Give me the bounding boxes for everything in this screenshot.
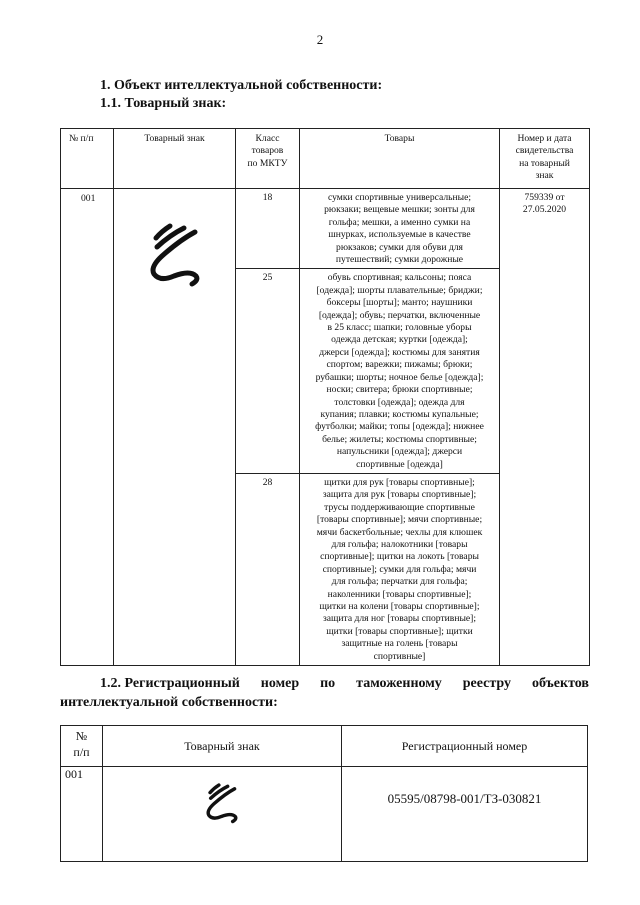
registration-table [60, 725, 588, 862]
goods-line: защита для рук [товары спортивные]; [322, 489, 477, 501]
goods-line: гольфа; мешки, а именно сумки на [328, 216, 471, 228]
goods-line: спортивные] [373, 650, 426, 662]
goods-line: рюкзаков; сумки для обуви для [336, 241, 463, 253]
registration-table-header [61, 726, 588, 767]
goods-class-25 [300, 269, 500, 474]
goods-line: путешествий; сумки дорожные [335, 254, 464, 266]
goods-line: защита для ног [товары спортивные]; [322, 613, 477, 625]
goods-line: обувь спортивная; кальсоны; пояса [327, 272, 472, 284]
goods-line: сумки спортивные универсальные; [328, 192, 471, 203]
goods-line: трусы поддерживающие спортивные [324, 501, 475, 513]
header-mark: Товарный знак [114, 129, 236, 189]
header-num: № п/п [61, 129, 114, 189]
header-goods: Товары [300, 129, 500, 189]
trademark-logo-cell [114, 189, 236, 666]
page-number: 2 [316, 32, 324, 47]
section-1-2-title [60, 674, 589, 712]
header-class [236, 129, 300, 189]
row-num: 001 [61, 767, 103, 862]
goods-line: одежда детская; куртки [одежда]; [331, 334, 468, 346]
goods-line: спортом; варежки; пижамы; брюки; [326, 359, 473, 371]
registration-number: 05595/08798-001/ТЗ-030821 [342, 767, 588, 862]
header-num [61, 726, 103, 767]
class-18: 18 [236, 189, 300, 269]
header-class-line: товаров [251, 145, 284, 157]
goods-class-18 [300, 189, 500, 269]
trademark-table [60, 128, 590, 666]
goods-line: белье; жилеты; костюмы спортивные; [322, 433, 477, 445]
goods-class-28 [300, 473, 500, 665]
goods-line: [товары спортивные]; мячи спортивные; [316, 514, 483, 526]
goods-line: [одежда]; шорты плавательные; бриджи; [316, 284, 483, 296]
goods-line: [одежда]; обувь; перчатки, включенные [318, 309, 481, 321]
goods-line: напульсники [одежда]; джерси [336, 446, 463, 458]
goods-line: для гольфа; налокотники [товары [331, 538, 468, 550]
goods-line: рубашки; шорты; ночное белье [одежда]; [315, 371, 484, 383]
table-row [61, 767, 588, 862]
goods-line: шнурках, используемые в качестве [328, 229, 471, 241]
certificate-line: 27.05.2020 [522, 204, 567, 216]
header-reg: Регистрационный номер [342, 726, 588, 767]
trademark-logo-cell [103, 767, 342, 862]
goods-line: защитные на голень [товары [341, 638, 458, 650]
goods-line: спортивные]; щитки на локоть [товары [320, 551, 479, 563]
header-class-line: Класс [255, 133, 280, 144]
table-row [61, 189, 590, 269]
title-word: объектов [531, 676, 589, 691]
goods-line: джерси [одежда]; костюмы для занятия [319, 346, 480, 358]
goods-line: спортивные [одежда] [356, 458, 443, 470]
header-num-line: п/п [73, 745, 90, 759]
header-reg-line: Номер и дата [517, 133, 572, 144]
goods-line: носки; свитера; брюки спортивные; [326, 384, 473, 396]
row-num: 001 [61, 189, 114, 666]
title-word: 1.2. Регистрационный [100, 676, 240, 691]
goods-line: наколенники [товары спортивные]; [327, 588, 472, 600]
goods-line: боксеры [шорты]; манто; наушники [326, 297, 473, 309]
header-reg-line: знак [535, 170, 554, 182]
header-mark: Товарный знак [103, 726, 342, 767]
section-1-2-title-line1 [60, 674, 589, 693]
header-reg [500, 129, 590, 189]
section-1-1-title: 1.1. Товарный знак: [100, 96, 227, 111]
goods-line: рюкзаки; вещевые мешки; зонты для [324, 204, 475, 216]
goods-line: толстовки [одежда]; одежда для [334, 396, 465, 408]
header-num-line: № [75, 729, 88, 743]
goods-line: щитки [товары спортивные]; щитки [326, 625, 473, 637]
goods-line: щитки для рук [товары спортивные]; [324, 476, 475, 488]
title-word: номер [260, 676, 300, 691]
goods-line: спортивные]; сумки для гольфа; мячи [322, 563, 477, 575]
header-class-line: по МКТУ [247, 157, 288, 169]
certificate-number [500, 189, 590, 666]
section-1-2-title-line2: интеллектуальной собственности: [60, 695, 278, 710]
class-28: 28 [236, 473, 300, 665]
trademark-logo [140, 218, 210, 288]
trademark-logo [200, 780, 244, 824]
goods-line: мячи баскетбольные; чехлы для клюшек [316, 526, 483, 538]
title-word: по [320, 676, 336, 691]
trademark-table-header [61, 129, 590, 189]
title-word: таможенному [356, 676, 442, 691]
title-word: реестру [462, 676, 512, 691]
class-25: 25 [236, 269, 300, 474]
header-reg-line: свидетельства [515, 145, 574, 157]
goods-line: для гольфа; перчатки для гольфа; [331, 576, 468, 588]
goods-line: футболки; майки; топы [одежда]; нижнее [315, 421, 484, 433]
goods-line: купания; плавки; костюмы купальные; [320, 408, 479, 420]
certificate-line: 759339 от [524, 192, 565, 203]
goods-line: щитки на колени [товары спортивные]; [319, 601, 480, 612]
section-1-title: 1. Объект интеллектуальной собственности: [100, 78, 383, 93]
header-reg-line: на товарный [519, 157, 570, 169]
goods-line: в 25 класс; шапки; головные уборы [327, 322, 472, 334]
